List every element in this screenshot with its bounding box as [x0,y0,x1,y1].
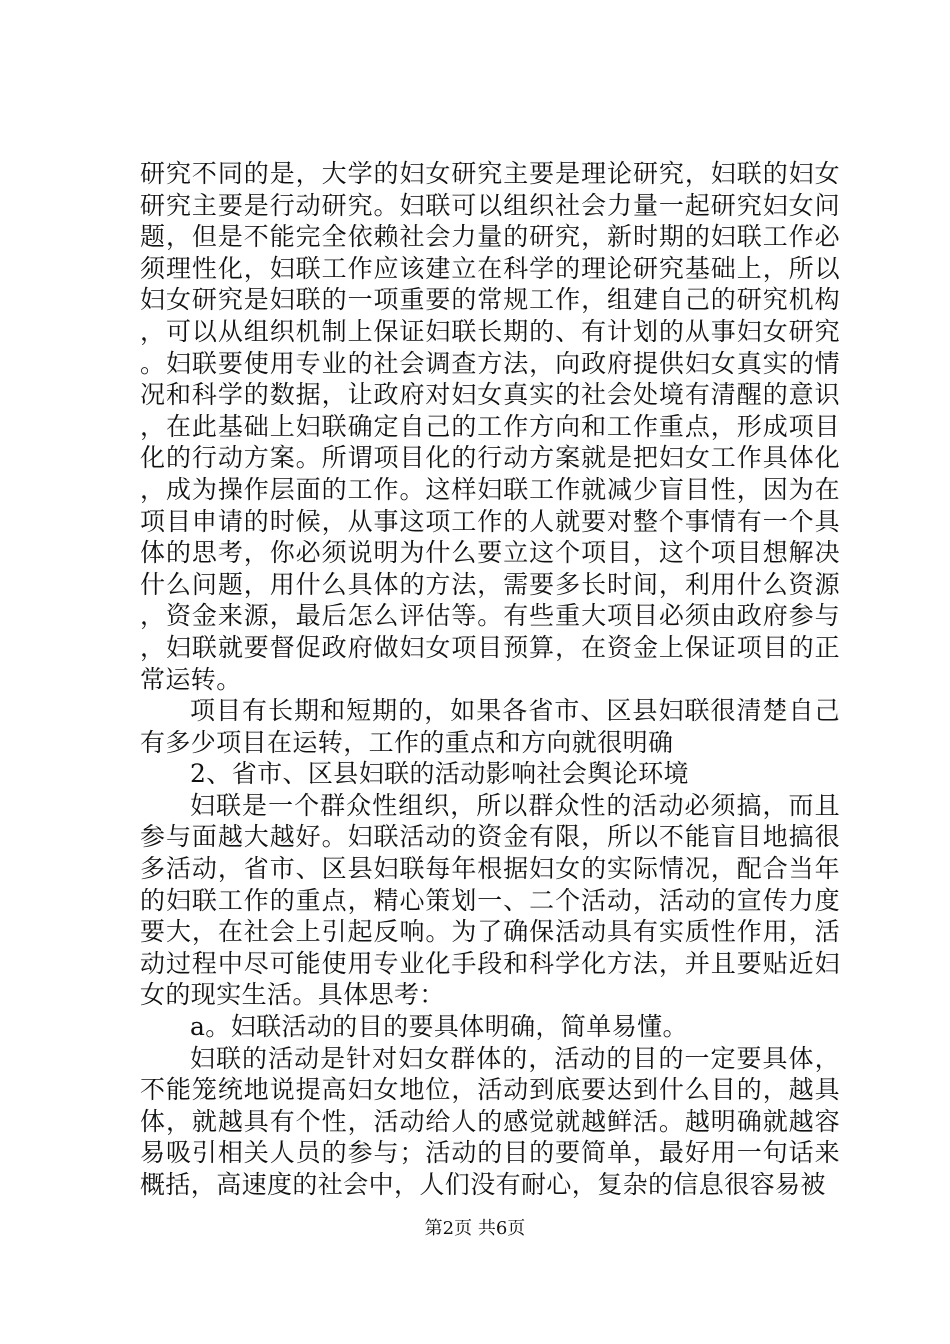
paragraph-continued: 研究不同的是，大学的妇女研究主要是理论研究，妇联的妇女研究主要是行动研究。妇联可以组织社会力量一起研究妇女问题，但是不能完全依赖社会力量的研究，新时期的妇联工作必须理性化，妇联工作应该建立在科学的理论研究基础上，所以妇女研究是妇联的一项重要的常规工作，组建自己的研究机构，可以从组织机制上保证妇联长期的、有计划的从事妇女研究。妇联要使用专业的社会调查方法，向政府提供妇女真实的情况和科学的数据，让政府对妇女真实的社会处境有清醒的意识，在此基础上妇联确定自己的工作方向和工作重点，形成项目化的行动方案。所谓项目化的行动方案就是把妇女工作具体化，成为操作层面的工作。这样妇联工作就减少盲目性，因为在项目申请的时候，从事这项工作的人就要对整个事情有一个具体的思考，你必须说明为什么要立这个项目，这个项目想解决什么问题，用什么具体的方法，需要多长时间，利用什么资源，资金来源，最后怎么评估等。有些重大项目必须由政府参与，妇联就要督促政府做妇女项目预算，在资金上保证项目的正常运转。 [140,159,840,694]
document-body [140,158,840,1201]
section-heading-activities: 2、省市、区县妇联的活动影响社会舆论环境 [190,759,689,789]
paragraph-activity-goals: 妇联的活动是针对妇女群体的，活动的目的一定要具体，不能笼统地说提高妇女地位，活动到底要达到什么目的，越具体，就越具有个性，活动给人的感觉就越鲜活。越明确就越容易吸引相关人员的参与；活动的目的要简单，最好用一句话来概括，高速度的社会中，人们没有耐心，复杂的信息很容易被 [140,1043,840,1199]
list-item-a: a。妇联活动的目的要具体明确，简单易懂。 [190,1012,688,1042]
paragraph-activities: 妇联是一个群众性组织，所以群众性的活动必须搞，而且参与面越大越好。妇联活动的资金有限，所以不能盲目地搞很多活动，省市、区县妇联每年根据妇女的实际情况，配合当年的妇联工作的重点，精心策划一、二个活动，活动的宣传力度要大，在社会上引起反响。为了确保活动具有实质性作用，活动过程中尽可能使用专业化手段和科学化方法，并且要贴近妇女的现实生活。具体思考： [140,790,840,1010]
paragraph-projects: 项目有长期和短期的，如果各省市、区县妇联很清楚自己有多少项目在运转，工作的重点和方向就很明确 [140,696,840,757]
page-footer: 第2页 共6页 [424,1218,526,1239]
